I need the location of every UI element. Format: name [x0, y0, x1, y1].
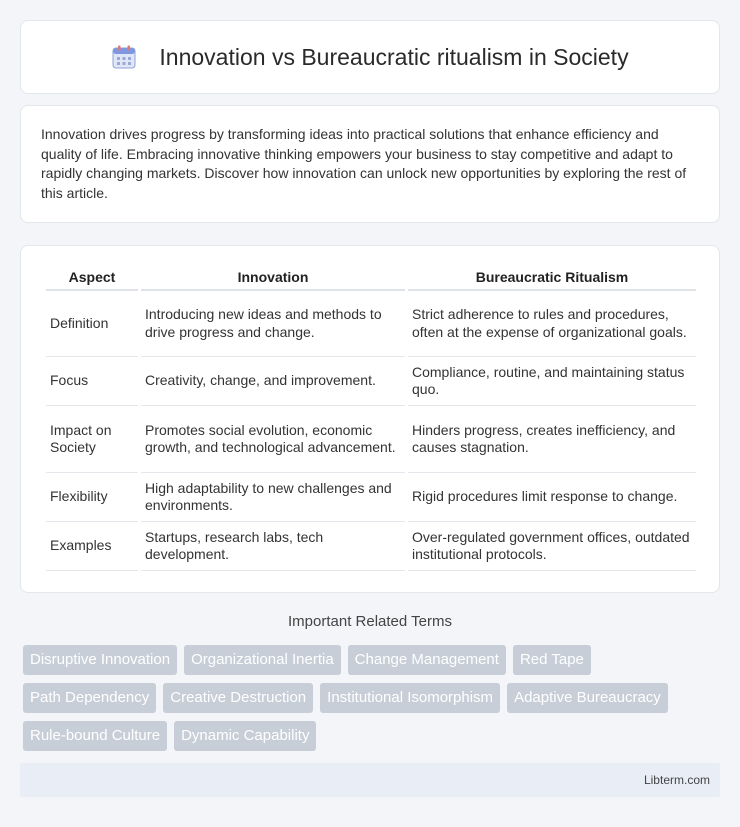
table-row — [46, 357, 696, 406]
related-terms-title: Important Related Terms — [288, 613, 452, 630]
calendar-icon — [111, 44, 137, 70]
related-term-tag[interactable]: Change Management — [348, 645, 506, 675]
related-term-tag[interactable]: Institutional Isomorphism — [320, 683, 500, 713]
table-header-row — [46, 266, 696, 291]
comparison-table — [43, 266, 699, 571]
cell-innovation: Promotes social evolution, economic growth, and technological advancement. — [141, 406, 405, 473]
footer — [20, 763, 720, 797]
cell-bureaucratic: Strict adherence to rules and procedures, often at the expense of organizational goals. — [408, 291, 696, 357]
cell-aspect: Impact on Society — [46, 406, 138, 473]
cell-bureaucratic: Over-regulated government offices, outdated institutional protocols. — [408, 522, 696, 571]
footer-brand-link[interactable]: Libterm.com — [643, 773, 710, 787]
table-row — [46, 522, 696, 571]
related-term-tag[interactable]: Disruptive Innovation — [23, 645, 177, 675]
comparison-table-card — [20, 245, 720, 593]
intro-card — [20, 105, 720, 223]
intro-text: Innovation drives progress by transforming ideas into practical solutions that enhance efficiency and quality of life. Embracing innovative thinking empowers your business to stay competitive and adapt to rapidly changing markets. Discover how innovation can unlock new opportunities by exploring the rest of this article. — [41, 126, 687, 201]
table-row — [46, 473, 696, 522]
related-term-tag[interactable]: Organizational Inertia — [184, 645, 341, 675]
related-terms-list — [23, 645, 723, 751]
related-term-tag[interactable]: Red Tape — [513, 645, 591, 675]
column-header-aspect: Aspect — [46, 266, 138, 291]
column-header-bureaucratic-ritualism: Bureaucratic Ritualism — [408, 266, 696, 291]
cell-bureaucratic: Rigid procedures limit response to change. — [408, 473, 696, 522]
table-row — [46, 291, 696, 357]
cell-innovation: Introducing new ideas and methods to drive progress and change. — [141, 291, 405, 357]
related-term-tag[interactable]: Creative Destruction — [163, 683, 313, 713]
header-card — [20, 20, 720, 94]
cell-aspect: Definition — [46, 291, 138, 357]
cell-aspect: Examples — [46, 522, 138, 571]
cell-bureaucratic: Compliance, routine, and maintaining status quo. — [408, 357, 696, 406]
cell-innovation: Creativity, change, and improvement. — [141, 357, 405, 406]
page-title: Innovation vs Bureaucratic ritualism in Society — [159, 43, 629, 70]
column-header-innovation: Innovation — [141, 266, 405, 291]
cell-innovation: Startups, research labs, tech development. — [141, 522, 405, 571]
related-term-tag[interactable]: Rule-bound Culture — [23, 721, 167, 751]
cell-innovation: High adaptability to new challenges and environments. — [141, 473, 405, 522]
table-row — [46, 406, 696, 473]
related-term-tag[interactable]: Dynamic Capability — [174, 721, 316, 751]
related-term-tag[interactable]: Path Dependency — [23, 683, 156, 713]
related-term-tag[interactable]: Adaptive Bureaucracy — [507, 683, 668, 713]
cell-aspect: Flexibility — [46, 473, 138, 522]
cell-bureaucratic: Hinders progress, creates inefficiency, and causes stagnation. — [408, 406, 696, 473]
cell-aspect: Focus — [46, 357, 138, 406]
